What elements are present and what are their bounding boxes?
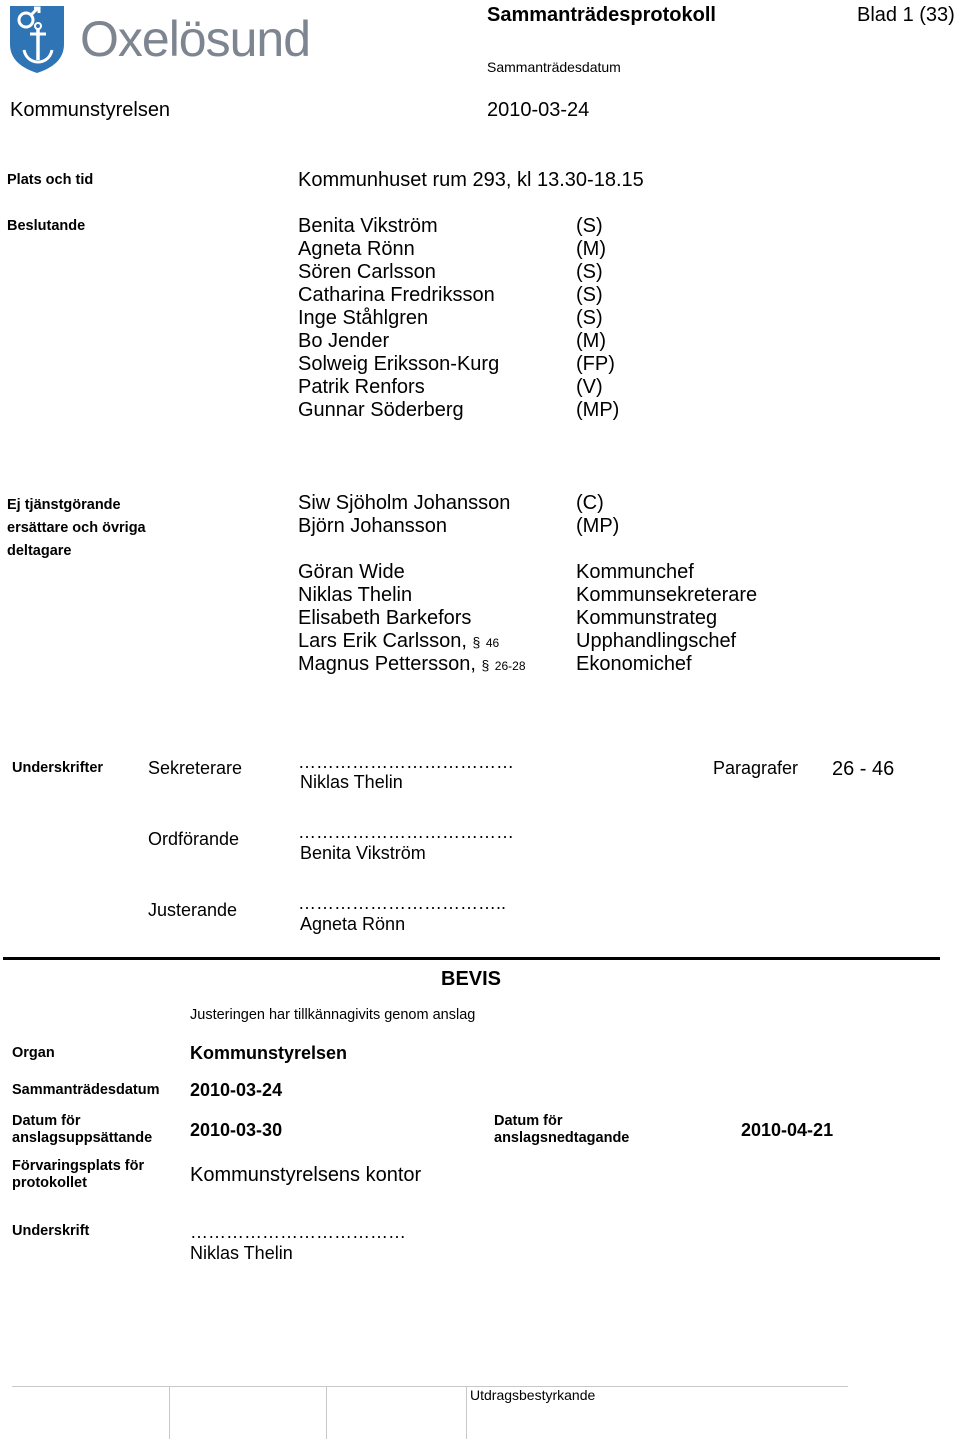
staff-role: Upphandlingschef — [576, 630, 737, 652]
meeting-date-value: 2010-03-24 — [190, 1080, 283, 1100]
extract-certification-label: Utdragsbestyrkande — [470, 1387, 596, 1403]
chair-label: Ordförande — [148, 829, 240, 849]
place-label: Plats och tid — [7, 172, 94, 188]
page-info: Blad 1 (33) — [857, 4, 955, 26]
header-date: 2010-03-24 — [487, 99, 590, 121]
signature-line: ……………………………… — [190, 1222, 406, 1242]
staff-role: Kommunsekreterare — [576, 584, 758, 606]
document-title: Sammanträdesprotokoll — [487, 4, 716, 26]
others-label-line: Ej tjänstgörande — [7, 497, 121, 513]
secretary-signature-line: ……………………………… — [298, 752, 514, 772]
footer-cell-divider — [326, 1386, 327, 1439]
member-name: Sören Carlsson — [298, 261, 436, 283]
member-name: Bo Jender — [298, 330, 390, 352]
removal-date-label-line: Datum för — [494, 1113, 563, 1129]
certificate-intro: Justeringen har tillkännagivits genom anslag — [190, 1007, 476, 1023]
footer-cell-divider — [466, 1386, 467, 1439]
member-party: (S) — [576, 284, 603, 306]
member-party: (M) — [576, 330, 606, 352]
meeting-date-label: Sammanträdesdatum — [12, 1082, 160, 1098]
substitute-party: (MP) — [576, 515, 620, 537]
member-name: Patrik Renfors — [298, 376, 425, 398]
footer-rule — [12, 1386, 848, 1387]
substitute-party: (C) — [576, 492, 604, 514]
posting-date-label — [12, 1113, 152, 1147]
member-party: (S) — [576, 215, 603, 237]
posting-date-label-line: anslagsuppsättande — [12, 1130, 153, 1146]
section-sign: § — [481, 657, 490, 673]
member-name: Solweig Eriksson-Kurg — [298, 353, 500, 375]
member-party: (S) — [576, 307, 603, 329]
storage-label — [12, 1158, 144, 1192]
member-party: (FP) — [576, 353, 615, 375]
place-value: Kommunhuset rum 293, kl 13.30-18.15 — [298, 169, 644, 191]
paragraphs-value: 26 - 46 — [832, 758, 895, 780]
decision-makers-parties — [576, 215, 619, 422]
substitute-name: Siw Sjöholm Johansson — [298, 492, 511, 514]
member-name: Gunnar Söderberg — [298, 399, 464, 421]
signature-label: Underskrift — [12, 1223, 90, 1239]
others-label — [7, 494, 146, 563]
municipality-logo — [8, 4, 338, 74]
staff-names — [298, 561, 526, 676]
adjuster-label: Justerande — [148, 900, 238, 920]
secretary-name: Niklas Thelin — [300, 772, 403, 792]
staff-role: Ekonomichef — [576, 653, 692, 675]
organ-value: Kommunstyrelsen — [190, 1043, 348, 1063]
decision-makers-names — [298, 215, 499, 422]
adjuster-signature-line: …………………………….. — [298, 893, 507, 913]
others-label-line: ersättare och övriga — [7, 520, 146, 536]
staff-name: Niklas Thelin — [298, 584, 413, 606]
secretary-label: Sekreterare — [148, 758, 243, 778]
chair-name: Benita Vikström — [300, 843, 426, 863]
paragraphs-label: Paragrafer — [713, 758, 799, 778]
member-name: Inge Ståhlgren — [298, 307, 429, 329]
adjuster-name: Agneta Rönn — [300, 914, 406, 934]
member-name: Benita Vikström — [298, 215, 438, 237]
staff-section: 46 — [485, 636, 500, 650]
member-name: Agneta Rönn — [298, 238, 415, 260]
section-sign: § — [472, 634, 481, 650]
signatures-label: Underskrifter — [12, 760, 104, 776]
staff-section: 26-28 — [494, 659, 526, 673]
member-party: (M) — [576, 238, 606, 260]
chair-signature-line: ……………………………… — [298, 822, 514, 842]
staff-roles — [576, 561, 757, 676]
staff-role: Kommunchef — [576, 561, 694, 583]
staff-name: Magnus Pettersson, § 26-28 — [298, 653, 526, 675]
staff-role: Kommunstrateg — [576, 607, 718, 629]
removal-date-label-line: anslagsnedtagande — [494, 1130, 630, 1146]
signature-name: Niklas Thelin — [190, 1243, 293, 1263]
removal-date-value: 2010-04-21 — [741, 1120, 834, 1140]
certificate-divider — [3, 957, 940, 960]
removal-date-label — [494, 1113, 629, 1147]
posting-date-label-line: Datum för — [12, 1113, 81, 1129]
staff-name: Elisabeth Barkefors — [298, 607, 472, 629]
substitute-name: Björn Johansson — [298, 515, 447, 537]
header-date-label: Sammanträdesdatum — [487, 59, 621, 75]
member-party: (S) — [576, 261, 603, 283]
header-body-name: Kommunstyrelsen — [10, 99, 171, 121]
footer-cell-divider — [169, 1386, 170, 1439]
member-name: Catharina Fredriksson — [298, 284, 495, 306]
certificate-title: BEVIS — [441, 968, 502, 990]
coat-of-arms-icon — [8, 4, 66, 74]
staff-name: Lars Erik Carlsson, § 46 — [298, 630, 500, 652]
decision-makers-label: Beslutande — [7, 218, 86, 234]
posting-date-value: 2010-03-30 — [190, 1120, 283, 1140]
storage-label-line: protokollet — [12, 1175, 87, 1191]
member-party: (MP) — [576, 399, 620, 421]
member-party: (V) — [576, 376, 603, 398]
substitutes-names — [298, 492, 510, 538]
others-label-line: deltagare — [7, 543, 72, 559]
substitutes-parties — [576, 492, 619, 538]
organ-label: Organ — [12, 1045, 55, 1061]
storage-label-line: Förvaringsplats för — [12, 1158, 145, 1174]
logo-wordmark: Oxelösund — [80, 11, 311, 67]
storage-value: Kommunstyrelsens kontor — [190, 1164, 422, 1186]
staff-name: Göran Wide — [298, 561, 405, 583]
